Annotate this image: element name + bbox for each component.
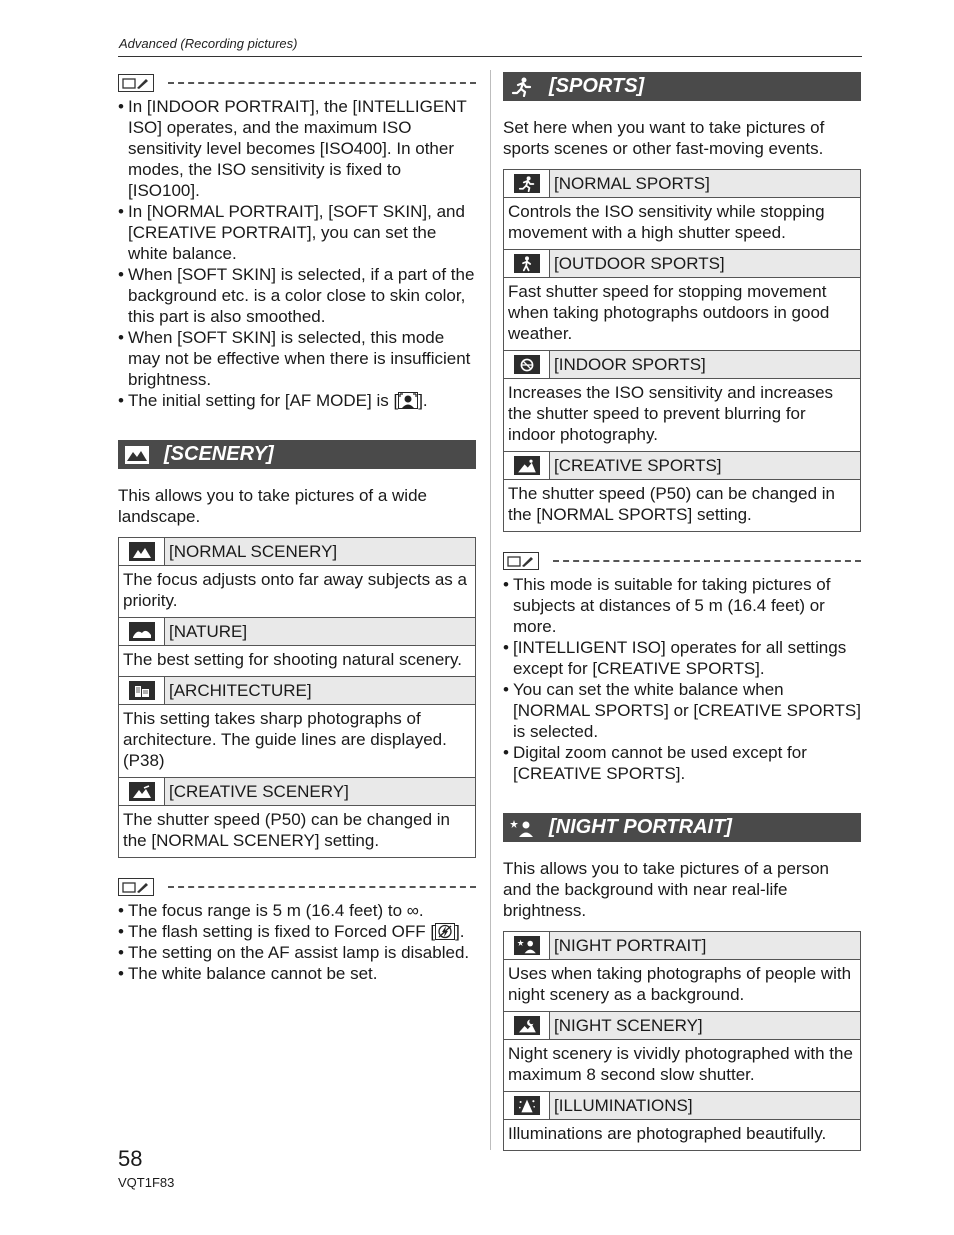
mode-description: Fast shutter speed for stopping movement when taking photographs outdoors in good weather. [504, 277, 860, 350]
mountain-icon [129, 542, 155, 561]
note-item: • [INTELLIGENT ISO] operates for all settings except for [CREATIVE SPORTS]. [503, 637, 861, 679]
header-rule [118, 56, 862, 57]
creative-scenery-icon [129, 782, 155, 801]
mode-row-header [504, 170, 860, 197]
right-column [503, 72, 861, 1151]
note-divider [553, 560, 861, 562]
note-text: ]. [455, 922, 465, 941]
mode-description: Uses when taking photographs of people with night scenery as a background. [504, 959, 860, 1011]
note-header [503, 550, 861, 572]
note-header [118, 876, 476, 898]
mode-row-header [504, 451, 860, 479]
creative-sports-icon [514, 456, 540, 475]
note-list [118, 900, 476, 984]
note-item: • You can set the white balance when [NORMAL SPORTS] or [CREATIVE SPORTS] is selected. [503, 679, 861, 742]
mode-description: This setting takes sharp photographs of architecture. The guide lines are displayed. (P38) [119, 704, 475, 777]
outdoor-runner-icon [514, 254, 540, 273]
face-detection-icon [398, 392, 418, 409]
note-item: • The white balance cannot be set. [118, 963, 476, 984]
mode-row-header [504, 1011, 860, 1039]
document-code: VQT1F83 [118, 1175, 175, 1190]
illuminations-icon [514, 1096, 540, 1115]
note-item: • This mode is suitable for taking pictures of subjects at distances of 5 m (16.4 feet) or more. [503, 574, 861, 637]
mode-label: [NATURE] [169, 621, 248, 641]
mode-description: The shutter speed (P50) can be changed in the [NORMAL SPORTS] setting. [504, 479, 860, 531]
note-divider [168, 886, 476, 888]
mode-label: [NORMAL SCENERY] [169, 541, 338, 561]
mode-label: [CREATIVE SPORTS] [554, 455, 722, 475]
sports-section-bar [503, 72, 861, 101]
note-text: ]. [418, 391, 428, 410]
mode-label: [NIGHT SCENERY] [554, 1015, 703, 1035]
mode-row-header [119, 617, 475, 645]
mode-label: [ARCHITECTURE] [169, 680, 312, 700]
mode-description: The shutter speed (P50) can be changed in the [NORMAL SCENERY] setting. [119, 805, 475, 857]
mountain-icon [125, 445, 149, 465]
section-intro: This allows you to take pictures of a wide landscape. [118, 486, 427, 526]
night-portrait-icon [514, 936, 540, 955]
night-scenery-icon [514, 1016, 540, 1035]
building-icon [129, 681, 155, 700]
note-item: • In [NORMAL PORTRAIT], [SOFT SKIN], and [CREATIVE PORTRAIT], you can set the white balance. [118, 201, 476, 264]
memo-icon [503, 552, 539, 570]
runner-icon [510, 77, 534, 97]
mode-label: [INDOOR SPORTS] [554, 354, 706, 374]
mode-row-header [119, 777, 475, 805]
page-number: 58 [118, 1146, 143, 1171]
mode-row-header [504, 249, 860, 277]
left-column [118, 72, 476, 984]
night-mode-table [503, 931, 861, 1151]
note-text: The flash setting is fixed to Forced OFF [ [128, 922, 436, 941]
mode-label: [CREATIVE SCENERY] [169, 781, 349, 801]
scenery-section-bar [118, 440, 476, 469]
note-item: • In [INDOOR PORTRAIT], the [INTELLIGENT ISO] operates, and the maximum ISO sensitivity level becomes [ISO400]. In other modes, the ISO sensitivity is fixed to [ISO100]. [118, 96, 476, 201]
section-intro: Set here when you want to take pictures of sports scenes or other fast-moving events. [503, 118, 825, 158]
note-text: The initial setting for [AF MODE] is [ [128, 391, 399, 410]
mode-description: Controls the ISO sensitivity while stopping movement with a high shutter speed. [504, 197, 860, 249]
mode-label: [OUTDOOR SPORTS] [554, 253, 725, 273]
night-portrait-icon [510, 818, 534, 838]
note-list [503, 574, 861, 784]
section-title: [SCENERY] [164, 443, 274, 465]
section-intro: This allows you to take pictures of a person and the background with near real-life brightness. [503, 859, 829, 920]
note-item: • When [SOFT SKIN] is selected, if a part of the background etc. is a color close to skin color, this part is also smoothed. [118, 264, 476, 327]
mode-description: Night scenery is vividly photographed with the maximum 8 second slow shutter. [504, 1039, 860, 1091]
memo-icon [118, 74, 154, 92]
note-item: • The setting on the AF assist lamp is disabled. [118, 942, 476, 963]
mode-row-header [504, 932, 860, 959]
note-header [118, 72, 476, 94]
mode-description: Increases the ISO sensitivity and increases the shutter speed to prevent blurring for indoor photography. [504, 378, 860, 451]
nature-icon [129, 622, 155, 641]
mode-description: The best setting for shooting natural scenery. [119, 645, 475, 676]
scenery-mode-table [118, 537, 476, 858]
note-list [118, 96, 476, 411]
night-portrait-section-bar [503, 813, 861, 842]
section-title: [SPORTS] [549, 75, 645, 97]
mode-row-header [504, 350, 860, 378]
mode-label: [ILLUMINATIONS] [554, 1095, 693, 1115]
mode-description: Illuminations are photographed beautifully. [504, 1119, 860, 1150]
memo-icon [118, 878, 154, 896]
mode-row-header [119, 538, 475, 565]
note-divider [168, 82, 476, 84]
mode-label: [NORMAL SPORTS] [554, 173, 710, 193]
flash-off-icon [435, 923, 455, 940]
sports-mode-table [503, 169, 861, 532]
runner-icon [514, 174, 540, 193]
breadcrumb: Advanced (Recording pictures) [119, 36, 298, 51]
section-title: [NIGHT PORTRAIT] [549, 816, 732, 838]
mode-label: [NIGHT PORTRAIT] [554, 935, 707, 955]
note-item: • When [SOFT SKIN] is selected, this mode may not be effective when there is insufficient brightness. [118, 327, 476, 390]
note-item: • The focus range is 5 m (16.4 feet) to ∞. [118, 900, 476, 921]
note-item: • Digital zoom cannot be used except for [CREATIVE SPORTS]. [503, 742, 861, 784]
indoor-sports-icon [514, 355, 540, 374]
note-item [118, 921, 476, 942]
column-divider [490, 70, 491, 1150]
note-item [118, 390, 476, 411]
mode-description: The focus adjusts onto far away subjects as a priority. [119, 565, 475, 617]
mode-row-header [504, 1091, 860, 1119]
mode-row-header [119, 676, 475, 704]
